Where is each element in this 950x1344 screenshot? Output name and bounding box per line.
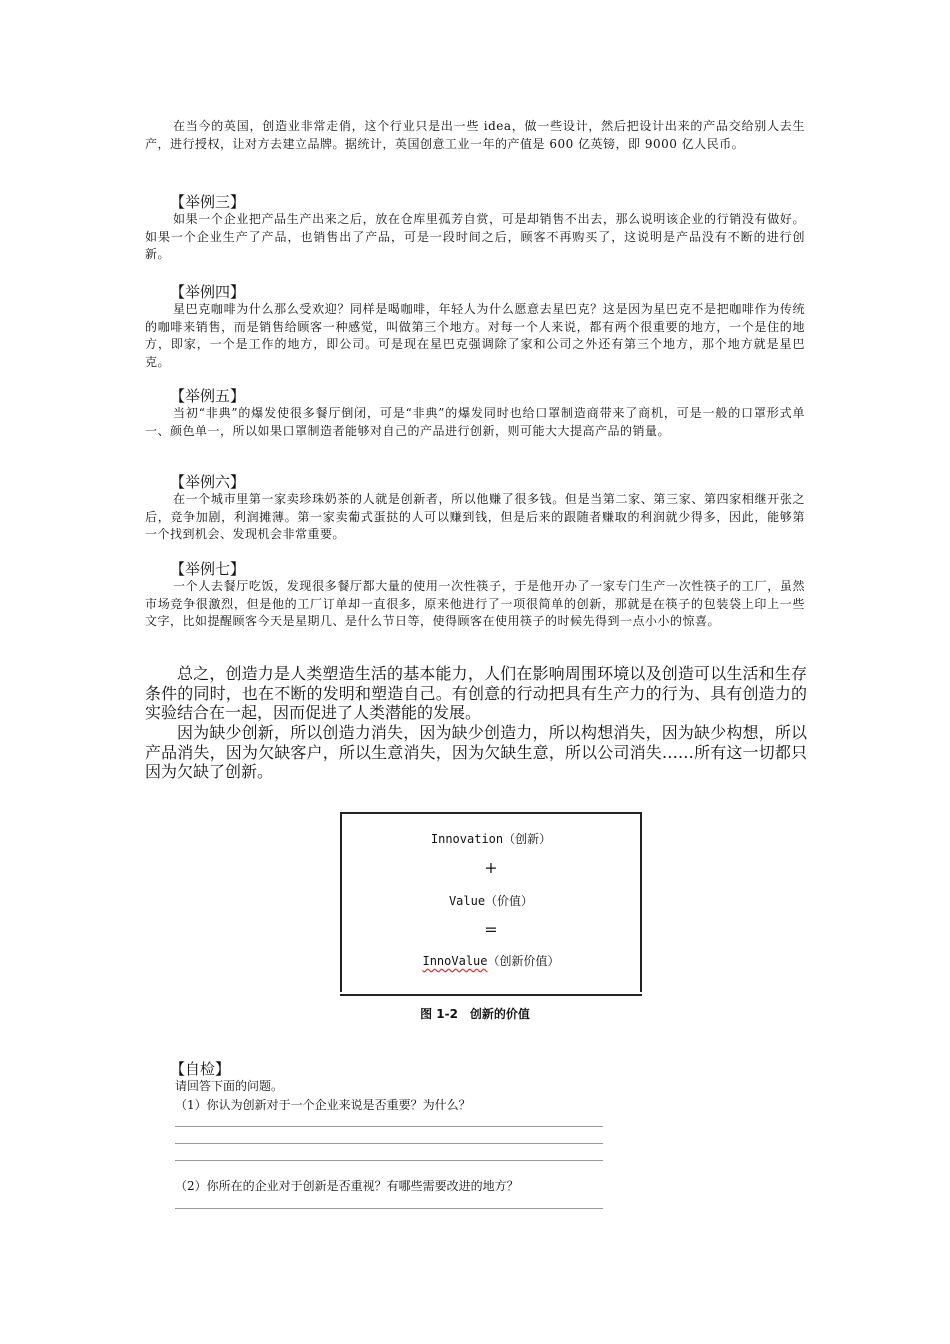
- self-check-instruction: 请回答下面的问题。: [175, 1079, 284, 1093]
- summary-paragraph-2: 因为缺少创新，所以创造力消失，因为缺少创造力，所以构想消失，因为缺少构想，所以产品消失，因为欠缺客户，所以生意消失，因为欠缺生意，所以公司消失……所有这一切都只因为欠缺了创新。: [145, 723, 807, 781]
- example-4-heading: 【举例四】: [170, 283, 246, 301]
- example-3-text: 如果一个企业把产品生产出来之后，放在仓库里孤芳自赏，可是却销售不出去，那么说明该企业的行销没有做好。如果一个企业生产了产品，也销售出了产品，可是一段时间之后，顾客不再购买了，这说明是产品没有不断的进行创新。: [145, 212, 805, 261]
- example-3-heading: 【举例三】: [170, 193, 246, 211]
- example-6-text: 在一个城市里第一家卖珍珠奶茶的人就是创新者，所以他赚了很多钱。但是当第二家、第三家、第四家相继开张之后，竞争加剧，利润摊薄。第一家卖葡式蛋挞的人可以赚到钱，但是后来的跟随者赚取的利润就少得多，因此，能够第一个找到机会、发现机会非常重要。: [145, 492, 805, 541]
- figure-equals-sign: =: [484, 920, 498, 939]
- answer-line-2[interactable]: [175, 1143, 603, 1144]
- figure-result-line: [342, 952, 640, 969]
- summary-paragraph-1: 总之，创造力是人类塑造生活的基本能力，人们在影响周围环境以及创造可以生活和生存条件的同时，也在不断的发明和塑造自己。有创意的行动把具有生产力的行为、具有创造力的实验结合在一起，因而促进了人类潜能的发展。: [145, 664, 807, 722]
- answer-line-4[interactable]: [175, 1208, 603, 1209]
- self-check-question-2: （2）你所在的企业对于创新是否重视？有哪些需要改进的地方？: [175, 1179, 519, 1193]
- figure-plus-sign: +: [484, 858, 498, 877]
- example-5-text: 当初“非典”的爆发使很多餐厅倒闭，可是“非典”的爆发同时也给口罩制造商带来了商机，可是一般的口罩形式单一、颜色单一，所以如果口罩制造者能够对自己的产品进行创新，则可能大大提高产品的销量。: [145, 406, 805, 438]
- example-4-text: 星巴克咖啡为什么那么受欢迎？同样是喝咖啡，年轻人为什么愿意去星巴克？这是因为星巴克不是把咖啡作为传统的咖啡来销售，而是销售给顾客一种感觉，叫做第三个地方。对每一个人来说，都有两个很重要的地方，一个是住的地方，即家，一个是工作的地方，即公司。可是现在星巴克强调除了家和公司之外还有第三个地方，那个地方就是星巴克。: [145, 302, 805, 369]
- figure-result-suffix: （创新价值）: [487, 954, 560, 968]
- example-7-heading: 【举例七】: [170, 560, 246, 578]
- example-7-text: 一个人去餐厅吃饭，发现很多餐厅都大量的使用一次性筷子，于是他开办了一家专门生产一次性筷子的工厂，虽然市场竞争很激烈，但是他的工厂订单却一直很多，原来他进行了一项很简单的创新，那就是在筷子的包装袋上印上一些文字，比如提醒顾客今天是星期几、是什么节日等，使得顾客在使用筷子的时候先得到一点小小的惊喜。: [145, 579, 805, 628]
- answer-line-1[interactable]: [175, 1126, 603, 1127]
- figure-innovation-line: Innovation（创新）: [430, 832, 552, 846]
- figure-value-line: Value（价值）: [448, 894, 534, 908]
- example-6-heading: 【举例六】: [170, 473, 246, 491]
- example-5-heading: 【举例五】: [170, 387, 246, 405]
- innovalue-figure: [340, 812, 642, 992]
- answer-line-3[interactable]: [175, 1160, 603, 1161]
- self-check-heading: 【自检】: [170, 1060, 231, 1078]
- figure-caption: 图 1-2 创新的价值: [420, 1007, 530, 1021]
- figure-result-word: InnoValue: [422, 954, 488, 968]
- intro-paragraph: 在当今的英国，创造业非常走俏，这个行业只是出一些 idea，做一些设计，然后把设计出来的产品交给别人去生产，进行授权，让对方去建立品牌。据统计，英国创意工业一年的产值是 600 亿英镑，即 9000 亿人民币。: [145, 119, 805, 151]
- self-check-question-1: （1）你认为创新对于一个企业来说是否重要？为什么？: [175, 1098, 471, 1112]
